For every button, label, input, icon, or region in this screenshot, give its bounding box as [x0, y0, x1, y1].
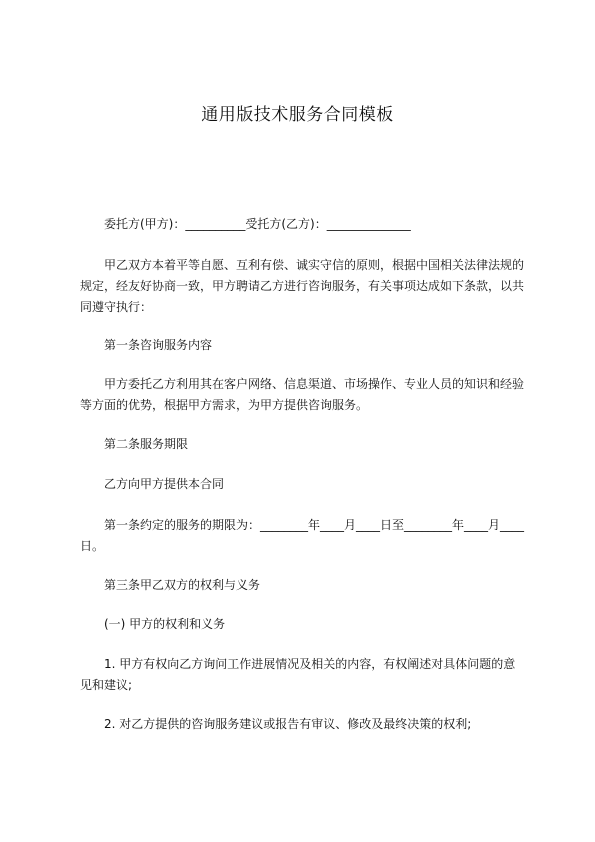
- party-a-right-2: 2. 对乙方提供的咨询服务建议或报告有审议、修改及最终决策的权利;: [104, 717, 472, 731]
- article-2-heading: 第二条服务期限: [104, 437, 189, 451]
- article-1-heading: 第一条咨询服务内容: [104, 338, 213, 352]
- article-2-body-line-2: 第一条约定的服务的期限为：________年____月____日至________年____月____日。: [80, 518, 525, 553]
- party-a-rights-heading: (一) 甲方的权利和义务: [104, 617, 226, 631]
- article-3-heading: 第三条甲乙双方的权利与义务: [104, 578, 261, 592]
- article-1-body: 甲方委托乙方利用其在客户网络、信息渠道、市场操作、专业人员的知识和经验等方面的优势，根据甲方需求，为甲方提供咨询服务。: [80, 377, 525, 412]
- preamble-paragraph: 甲乙双方本着平等自愿、互利有偿、诚实守信的原则，根据中国相关法律法规的规定，经友好协商一致，甲方聘请乙方进行咨询服务，有关事项达成如下条款，以共同遵守执行：: [80, 258, 525, 314]
- parties-line: 委托方(甲方)：__________受托方(乙方)：______________: [104, 217, 411, 231]
- document-title: 通用版技术服务合同模板: [201, 105, 394, 125]
- article-2-body-line-1: 乙方向甲方提供本合同: [104, 477, 225, 491]
- party-a-right-1: 1. 甲方有权向乙方询问工作进展情况及相关的内容，有权阐述对具体问题的意见和建议;: [80, 657, 516, 692]
